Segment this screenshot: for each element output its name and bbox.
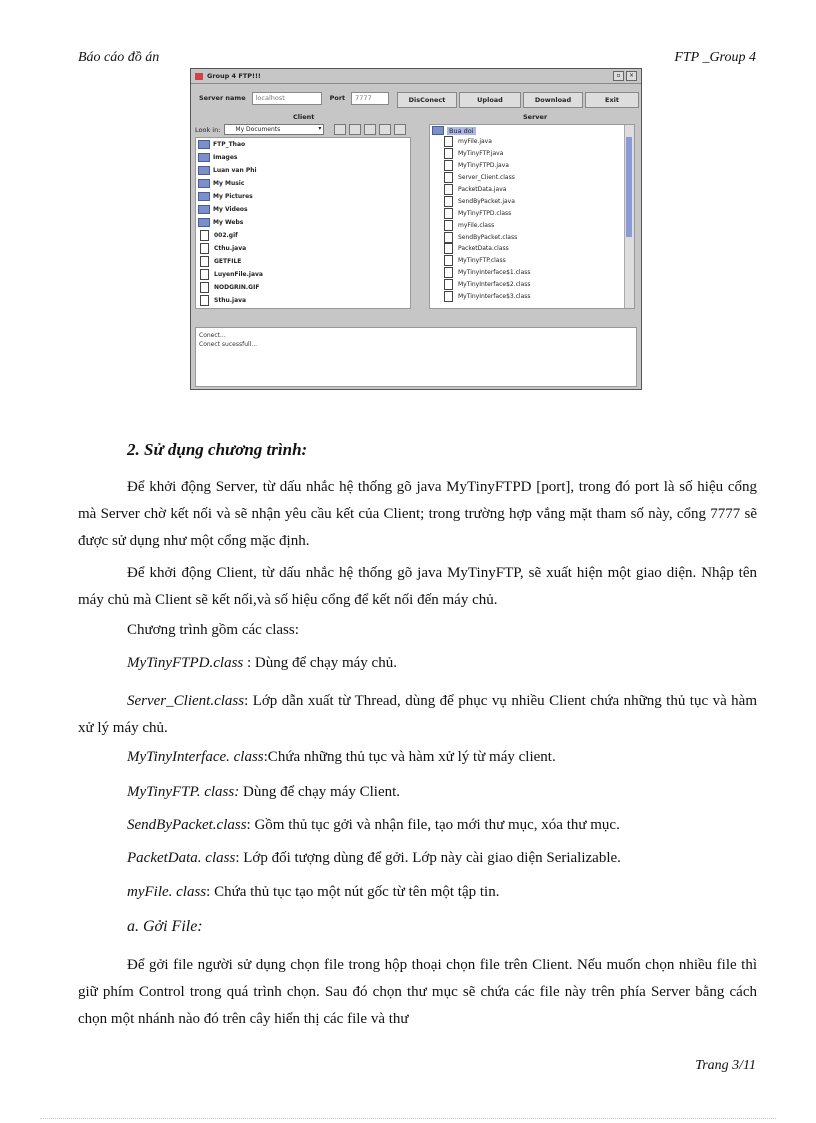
server-file-item[interactable]: Server_Client.class [430, 172, 634, 184]
up-folder-icon[interactable] [334, 124, 346, 135]
server-file-item[interactable]: MyTinyInterface$1.class [430, 267, 634, 279]
window-titlebar [191, 69, 641, 84]
folder-icon [198, 140, 210, 149]
file-icon [444, 196, 453, 207]
class-item: Server_Client.class: Lớp dẫn xuất từ Thread, dùng để phục vụ nhiều Client chứa những thủ tục và hàm xử lý máy chủ. [78, 693, 757, 736]
window-title: Group 4 FTP!!! [207, 72, 261, 80]
file-icon [444, 220, 453, 231]
file-icon [444, 160, 453, 171]
client-file-item[interactable]: Images [196, 151, 410, 164]
page-number: Trang 3/11 [695, 1058, 756, 1073]
file-icon [444, 172, 453, 183]
server-pane-label: Server [523, 113, 548, 121]
client-file-item[interactable]: Luan van Phi [196, 164, 410, 177]
upload-button[interactable]: Upload [459, 92, 521, 108]
subsection-title: a. Gởi File: [127, 918, 203, 935]
home-icon[interactable] [349, 124, 361, 135]
client-file-item[interactable]: 002.gif [196, 229, 410, 242]
client-file-item[interactable]: GETFILE [196, 255, 410, 268]
java-app-icon [195, 73, 203, 80]
server-file-item[interactable]: MyTinyFTPD.java [430, 160, 634, 172]
file-icon [200, 282, 209, 293]
server-file-item[interactable]: MyTinyInterface$3.class [430, 291, 634, 303]
client-file-list[interactable] [195, 137, 411, 309]
class-item: MyTinyFTPD.class : Dùng để chạy máy chủ. [127, 655, 397, 671]
download-button[interactable]: Download [523, 92, 583, 108]
client-file-item[interactable]: FTP_Thao [196, 138, 410, 151]
section-title: 2. Sử dụng chương trình: [127, 440, 308, 459]
server-root-node[interactable]: Bua doi [430, 125, 634, 136]
port-input[interactable]: 7777 [351, 92, 389, 105]
class-item: SendByPacket.class: Gồm thủ tục gởi và nhận file, tạo mới thư mục, xóa thư mục. [127, 817, 620, 833]
client-file-item[interactable]: My Music [196, 177, 410, 190]
server-file-item[interactable]: PacketData.java [430, 184, 634, 196]
file-icon [444, 184, 453, 195]
port-label: Port [329, 94, 346, 102]
file-icon [444, 232, 453, 243]
file-icon [444, 208, 453, 219]
log-line: Conect sucessfull... [199, 341, 258, 348]
restore-icon[interactable]: ▫ [613, 71, 624, 81]
folder-icon [198, 218, 210, 227]
log-area [195, 327, 637, 387]
server-file-item[interactable]: SendByPacket.java [430, 195, 634, 207]
paragraph: Để khởi động Client, từ dấu nhắc hệ thống gõ java MyTinyFTP, sẽ xuất hiện một giao diện. Nhập tên máy chủ mà Client sẽ kết nối,và số hiệu cổng để kết nối đến máy chủ. [78, 565, 757, 608]
folder-icon [198, 192, 210, 201]
server-file-item[interactable]: myFile.class [430, 219, 634, 231]
client-file-item[interactable]: LuyenFile.java [196, 268, 410, 281]
header-left: Báo cáo đồ án [78, 50, 160, 65]
disconnect-button[interactable]: DisConect [397, 92, 457, 108]
file-icon [200, 243, 209, 254]
class-item: MyTinyInterface. class:Chứa những thủ tục và hàm xử lý từ máy client. [127, 749, 556, 765]
file-icon [444, 291, 453, 302]
new-folder-icon[interactable] [364, 124, 376, 135]
class-item: MyTinyFTP. class: Dùng để chạy máy Client. [127, 784, 401, 800]
folder-icon [198, 153, 210, 162]
server-file-item[interactable]: SendByPacket.class [430, 231, 634, 243]
close-icon[interactable]: × [626, 71, 637, 81]
server-file-item[interactable]: MyTinyInterface$2.class [430, 279, 634, 291]
server-file-item[interactable]: PacketData.class [430, 243, 634, 255]
file-icon [444, 148, 453, 159]
file-icon [200, 295, 209, 306]
client-file-item[interactable]: My Webs [196, 216, 410, 229]
server-scrollbar[interactable] [624, 125, 634, 308]
ftp-window-screenshot [190, 68, 642, 390]
look-in-bar [195, 124, 406, 135]
file-icon [200, 269, 209, 280]
file-icon [444, 255, 453, 266]
file-icon [200, 230, 209, 241]
folder-icon [432, 126, 444, 135]
folder-icon [198, 166, 210, 175]
server-file-item[interactable]: MyTinyFTP.class [430, 255, 634, 267]
server-name-input[interactable]: localhost [252, 92, 322, 105]
classes-intro: Chương trình gồm các class: [127, 622, 299, 638]
client-file-item[interactable]: Sthu.java [196, 294, 410, 307]
file-icon [444, 136, 453, 147]
client-file-item[interactable]: NODGRIN.GIF [196, 281, 410, 294]
server-file-item[interactable]: MyTinyFTP.java [430, 148, 634, 160]
server-file-item[interactable]: MyTinyFTPD.class [430, 207, 634, 219]
details-view-icon[interactable] [394, 124, 406, 135]
client-file-item[interactable]: My Videos [196, 203, 410, 216]
file-icon [444, 279, 453, 290]
look-in-select[interactable]: My Documents ▾ [224, 124, 324, 135]
list-view-icon[interactable] [379, 124, 391, 135]
folder-icon [198, 179, 210, 188]
client-file-item[interactable]: My Pictures [196, 190, 410, 203]
exit-button[interactable]: Exit [585, 92, 639, 108]
file-icon [444, 267, 453, 278]
page-divider [40, 1118, 776, 1119]
file-icon [444, 243, 453, 254]
folder-icon [198, 205, 210, 214]
server-file-item[interactable]: myFile.java [430, 136, 634, 148]
paragraph: Để khởi động Server, từ dấu nhắc hệ thống gõ java MyTinyFTPD [port], trong đó port là số hiệu cổng mà Server chờ kết nối và sẽ nhận yêu cầu kết của Client; trong trường hợp vắng mặt tham số này, cổng 7777 sẽ được sử dụng như một cổng mặc định. [78, 479, 757, 549]
server-name-label: Server name [199, 94, 246, 102]
class-item: myFile. class: Chứa thủ tục tạo một nút gốc từ tên một tập tin. [127, 884, 500, 900]
class-item: PacketData. class: Lớp đối tượng dùng để gởi. Lớp này cài giao diện Serializable. [127, 850, 621, 866]
header-right: FTP _Group 4 [674, 50, 756, 65]
client-pane-label: Client [293, 113, 315, 121]
log-line: Conect... [199, 332, 226, 339]
file-icon [200, 256, 209, 267]
paragraph: Để gởi file người sử dụng chọn file trong hộp thoại chọn file trên Client. Nếu muốn chọn nhiều file thì giữ phím Control trong quá trình chọn. Sau đó chọn thư mục sẽ chứa các file này trên phía Server bằng cách chọn một nhánh nào đó trên cây hiển thị các file và thư [78, 957, 757, 1027]
client-file-item[interactable]: Cthu.java [196, 242, 410, 255]
server-file-tree[interactable] [429, 124, 635, 309]
look-in-label: Look in: [195, 125, 221, 134]
